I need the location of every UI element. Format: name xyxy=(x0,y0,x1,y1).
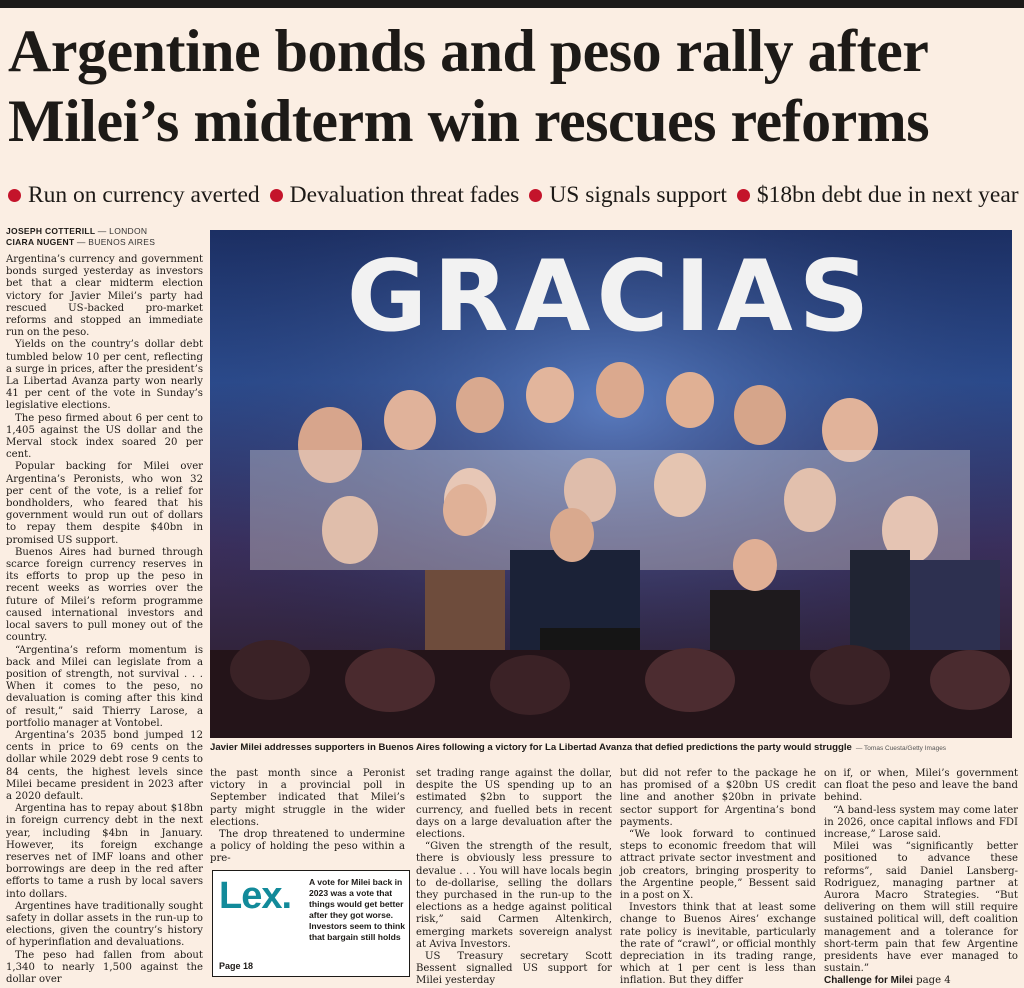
paragraph: but did not refer to the package he has promised of a $20bn US credit line and another $20bn in private sector support for Argentina’s bond payments. xyxy=(620,768,816,828)
headline xyxy=(8,16,1018,156)
paragraph: Popular backing for Milei over Argentina’s Peronists, who won 32 per cent of the vote, is a relief for bondholders, who feared that his government would run out of dollars to repay them despite $40bn in promised US support. xyxy=(6,461,203,546)
continuation-ref-page: page 4 xyxy=(916,975,951,987)
paragraph: “Argentina’s reform momentum is back and Milei can legislate from a position of strength, not survival . . . When it comes to the peso, no devaluation is coming after this kind of result,” said Thierry Larose, a portfolio manager at Vontobel. xyxy=(6,644,203,729)
gracias-sign: GRACIAS xyxy=(346,240,876,354)
byline xyxy=(6,237,206,248)
bullet-icon xyxy=(529,189,542,202)
paragraph: Milei was “significantly better positioned to advance these reforms”, said Daniel Lansberg-Rodriguez, managing partner at Aurora Macro Strategies. “But delivering on them will still require sustained political will, deft coalition management and a tolerance for short-term pain that few Argentine presidents have ever managed to sustain.” xyxy=(824,841,1018,975)
paragraph: The peso firmed about 6 per cent to 1,405 against the US dollar and the Merval stock index soared 20 per cent. xyxy=(6,412,203,461)
lex-promo-box[interactable] xyxy=(212,870,410,977)
article-column-2 xyxy=(210,768,405,866)
article-column-1 xyxy=(6,254,203,986)
paragraph: Buenos Aires had burned through scarce foreign currency reserves in its efforts to prop up the peso in recent weeks as worries over the future of Milei’s reform programme caused international investors and local savers to pull money out of the country. xyxy=(6,546,203,644)
headline-line-1: Argentine bonds and peso rally after xyxy=(8,18,929,84)
paragraph: set trading range against the dollar, despite the US spending up to an estimated $2bn to support the currency, and fuelled bets in recent days on a large devaluation after the elections. xyxy=(416,768,612,841)
continuation-ref[interactable] xyxy=(824,975,1018,987)
photo-credit: — Tomas Cuesta/Getty Images xyxy=(855,745,947,752)
paragraph: Argentina’s currency and government bonds surged yesterday as investors bet that a clear midterm election victory for Javier Milei’s party had rescued US-backed pro-market reforms and stopped an immediate run on the peso. xyxy=(6,254,203,339)
paragraph: “We look forward to continued steps to economic freedom that will attract private sector investment and job creators, bringing prosperity to the Argentine people,” Bessent said in a post on X. xyxy=(620,829,816,902)
subheadline-item xyxy=(529,182,727,209)
continuation-ref-title: Challenge for Milei xyxy=(824,975,913,987)
paragraph: the past month since a Peronist victory in a provincial poll in September indicated that Milei’s party might struggle in the wider elections. xyxy=(210,768,405,828)
rally-photo-illustration xyxy=(210,230,1012,738)
subheadline-text: US signals support xyxy=(549,181,727,208)
paragraph: “A band-less system may come later in 2026, once capital inflows and FDI increase,” Larose said. xyxy=(824,804,1018,841)
subheadline-bar xyxy=(8,178,1018,212)
subheadline-text: $18bn debt due in next year xyxy=(756,181,1019,208)
lex-logo: Lex. xyxy=(219,875,292,917)
paragraph: Yields on the country’s dollar debt tumbled below 10 per cent, reflecting a surge in prices, after the president’s La Libertad Avanza party won nearly 41 per cent of the vote in Sunday’s legislative elections. xyxy=(6,339,203,412)
subheadline-text: Devaluation threat fades xyxy=(289,181,520,208)
bullet-icon xyxy=(8,189,21,202)
subheadline-item xyxy=(737,182,1019,209)
article-column-5 xyxy=(824,768,1018,988)
photo-caption xyxy=(210,742,1022,753)
subheadline-text: Run on currency averted xyxy=(28,181,260,208)
bullet-icon xyxy=(737,189,750,202)
byline-name: JOSEPH COTTERILL xyxy=(6,226,96,236)
lex-page-ref[interactable]: Page 18 xyxy=(219,961,254,971)
byline-name: CIARA NUGENT xyxy=(6,237,75,247)
bylines xyxy=(6,226,206,248)
paragraph: Argentina’s 2035 bond jumped 12 cents in price to 69 cents on the dollar while 2029 debt rose 9 cents to 84 cents, the highest levels since Milei became president in 2023 after a 2020 default. xyxy=(6,729,203,802)
byline xyxy=(6,226,206,237)
paragraph: Investors think that at least some change to Buenos Aires’ exchange rate policy is inevitable, particularly the rate of “crawl”, or official monthly depreciation in its trading range, which at 1 per cent is less than inflation. But they differ xyxy=(620,902,816,987)
byline-location: — LONDON xyxy=(97,226,148,236)
paragraph: “Given the strength of the result, there is obviously less pressure to devalue . . . You will have locals begin to de-dollarise, selling the dollars they purchased in the run-up to the elections as a hedge against political risk,” said Carmen Altenkirch, emerging markets sovereign analyst at Aviva Investors. xyxy=(416,841,612,950)
paragraph: Argentines have traditionally sought safety in dollar assets in the run-up to elections, given the country’s history of hyperinflation and devaluations. xyxy=(6,900,203,949)
subheadline-item xyxy=(270,182,520,209)
paragraph: on if, or when, Milei’s government can float the peso and leave the band behind. xyxy=(824,768,1018,804)
bullet-icon xyxy=(270,189,283,202)
news-photo xyxy=(210,230,1012,738)
paragraph: The drop threatened to undermine a policy of holding the peso within a pre- xyxy=(210,829,405,865)
headline-line-2: Milei’s midterm win rescues reforms xyxy=(8,88,930,154)
article-column-3 xyxy=(416,768,612,988)
subheadline-item xyxy=(8,182,260,209)
byline-location: — BUENOS AIRES xyxy=(76,237,156,247)
article-column-4 xyxy=(620,768,816,988)
top-rule xyxy=(0,0,1024,8)
paragraph: The peso had fallen from about 1,340 to nearly 1,500 against the dollar over xyxy=(6,949,203,985)
paragraph: US Treasury secretary Scott Bessent signalled US support for Milei yesterday xyxy=(416,951,612,987)
paragraph: Argentina has to repay about $18bn in foreign currency debt in the next year, including $4bn in January. However, its foreign exchange reserves net of IMF loans and other borrowings are deep in the red after efforts to tame a rush by local savers into dollars. xyxy=(6,803,203,900)
caption-text: Javier Milei addresses supporters in Buenos Aires following a victory for La Libertad Avanza that defied predictions the party would struggle xyxy=(210,742,852,753)
lex-teaser: A vote for Milei back in 2023 was a vote that things would get better after they got worse. Investors seem to think that bargain still holds xyxy=(309,877,405,942)
